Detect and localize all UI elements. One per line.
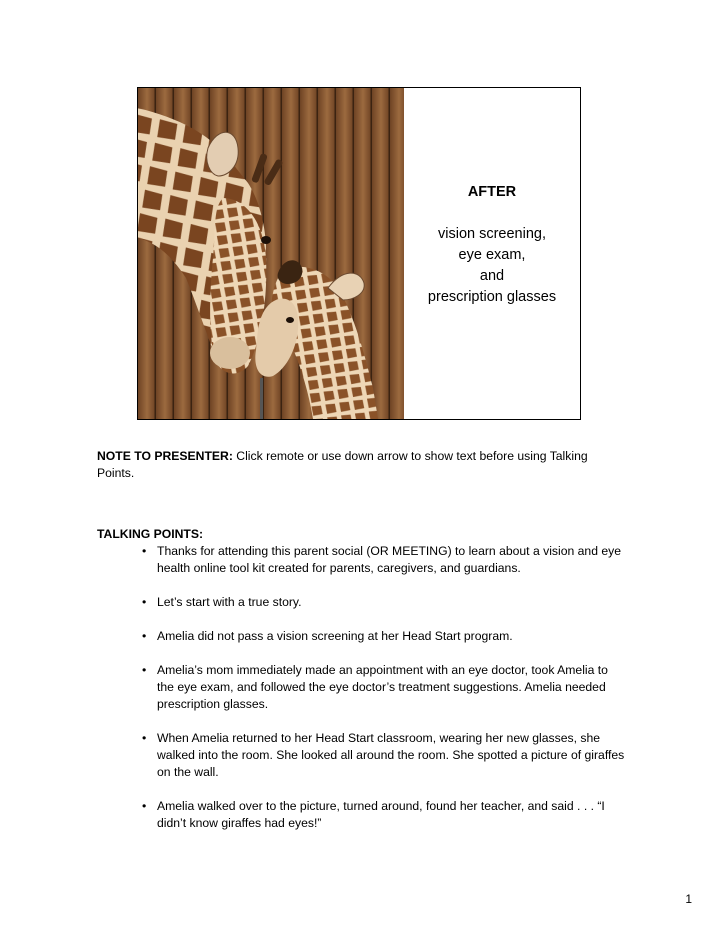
slide-lines	[404, 224, 580, 308]
bullet-icon: •	[142, 799, 147, 813]
page-number: 1	[685, 892, 692, 906]
speaker-notes	[97, 448, 627, 849]
slide-heading: AFTER	[467, 184, 517, 200]
list-item: • Amelia did not pass a vision screening at her Head Start program.	[142, 629, 513, 643]
list-item: • Let’s start with a true story.	[142, 595, 302, 609]
slide-text	[404, 88, 580, 419]
slide-line: vision screening,	[438, 226, 546, 242]
bullet-icon: •	[142, 629, 147, 643]
bullet-icon: •	[142, 544, 147, 558]
slide-line: eye exam,	[458, 247, 526, 263]
bullet-icon: •	[142, 663, 147, 677]
list-item: • When Amelia returned to her Head Start classroom, wearing her new glasses, she walked into the room. She looked all around the room. She spotted a picture of giraffes on the wall.	[142, 731, 625, 779]
slide-line: prescription glasses	[427, 289, 557, 305]
bullet-icon: •	[142, 595, 147, 609]
list-item: • Amelia’s mom immediately made an appointment with an eye doctor, took Amelia to the eye exam, and followed the eye doctor’s treatment suggestions. Amelia needed prescription glasses.	[142, 663, 608, 711]
bullet-icon: •	[142, 731, 147, 745]
presenter-note	[97, 448, 627, 482]
list-item: • Thanks for attending this parent social (OR MEETING) to learn about a vision and eye health online tool kit created for parents, caregivers, and guardians.	[142, 544, 622, 575]
giraffes-photo	[138, 88, 404, 419]
talking-points-list	[97, 543, 627, 832]
talking-points-label: TALKING POINTS:	[97, 527, 204, 541]
slide-line: and	[479, 268, 505, 284]
slide-thumbnail	[137, 87, 581, 420]
note-label: NOTE TO PRESENTER:	[97, 449, 233, 463]
list-item: • Amelia walked over to the picture, turned around, found her teacher, and said . . . “I didn’t know giraffes had eyes!”	[142, 799, 605, 830]
note-text: Click remote or use down arrow to show text before using Talking Points.	[97, 449, 588, 480]
